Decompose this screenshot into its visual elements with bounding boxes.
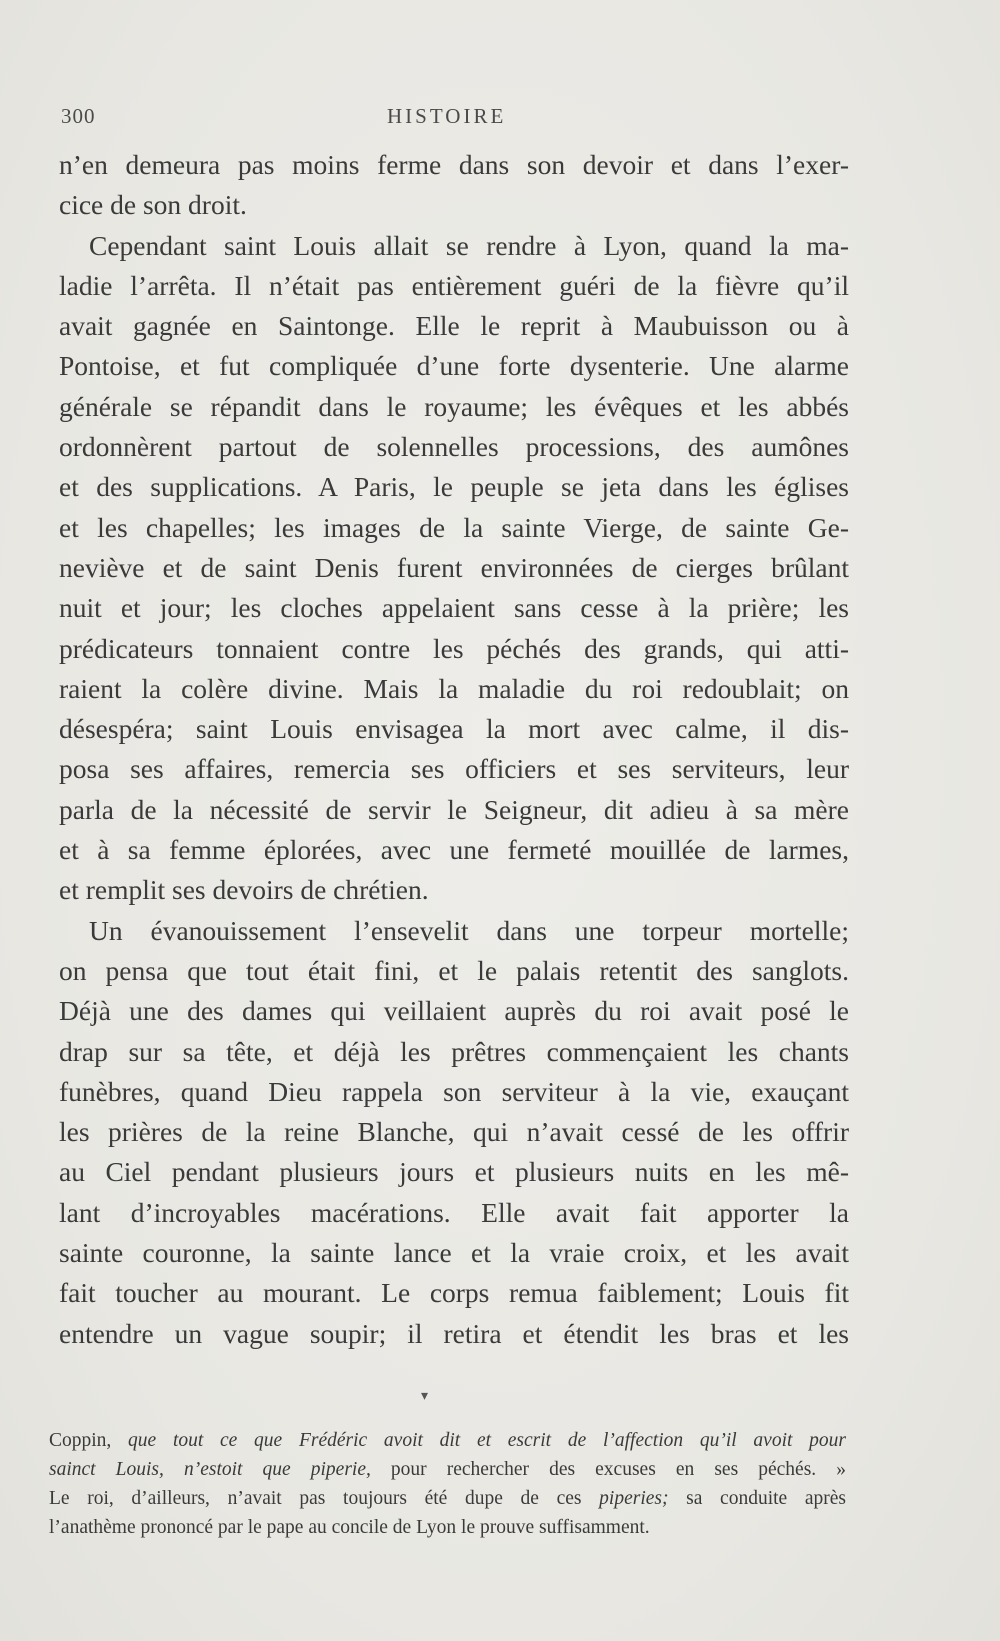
footnote-italic-text: piperies; <box>599 1488 669 1509</box>
text-line: nuit et jour; les cloches appelaient sans cesse à la prière; les <box>59 592 849 624</box>
text-line: et à sa femme éplorées, avec une fermeté mouillée de larmes, <box>59 834 849 866</box>
footnote-line <box>49 1426 846 1455</box>
text-line: drap sur sa tête, et déjà les prêtres commençaient les chants <box>59 1035 849 1067</box>
text-line: Pontoise, et fut compliquée d’une forte dysenterie. Une alarme <box>59 350 849 382</box>
text-line: au Ciel pendant plusieurs jours et plusieurs nuits en les mê- <box>59 1156 849 1188</box>
footnote-italic-text: sainct Louis, n’estoit que piperie, <box>49 1459 371 1480</box>
footnote-italic-text: que tout ce que Frédéric avoit dit et escrit de l’affection qu’il avoit pour <box>128 1430 846 1451</box>
text-line: ordonnèrent partout de solennelles processions, des aumônes <box>59 431 849 463</box>
text-line: lant d’incroyables macérations. Elle avait fait apporter la <box>59 1196 849 1228</box>
footnote-text: pour rechercher des excuses en ses péchés. » <box>370 1459 846 1480</box>
page-number: 300 <box>61 104 96 128</box>
text-line: prédicateurs tonnaient contre les péchés des grands, qui atti- <box>59 632 849 664</box>
text-line: Cependant saint Louis allait se rendre à Lyon, quand la ma- <box>89 229 849 261</box>
text-line: n’en demeura pas moins ferme dans son devoir et dans l’exer- <box>59 149 849 180</box>
running-title: HISTOIRE <box>387 104 507 128</box>
text-line: et remplit ses devoirs de chrétien. <box>59 874 429 906</box>
text-line: parla de la nécessité de servir le Seigneur, dit adieu à sa mère <box>59 793 849 825</box>
text-line: raient la colère divine. Mais la maladie du roi redoublait; on <box>59 672 849 704</box>
footnote <box>49 1426 846 1542</box>
text-line: générale se répandit dans le royaume; les évêques et les abbés <box>59 390 849 422</box>
text-line: avait gagnée en Saintonge. Elle le reprit à Maubuisson ou à <box>59 310 849 342</box>
text-line: fait toucher au mourant. Le corps remua faiblement; Louis fit <box>59 1277 849 1309</box>
footnote-line <box>49 1484 846 1513</box>
text-line: funèbres, quand Dieu rappela son serviteur à la vie, exauçant <box>59 1075 849 1107</box>
text-line: cice de son droit. <box>59 189 247 221</box>
footnote-line: l’anathème prononcé par le pape au concile de Lyon le prouve suffisamment. <box>49 1517 650 1538</box>
text-line: désespéra; saint Louis envisagea la mort avec calme, il dis- <box>59 713 849 745</box>
text-line: sainte couronne, la sainte lance et la vraie croix, et les avait <box>59 1237 849 1269</box>
text-line: les prières de la reine Blanche, qui n’avait cessé de les offrir <box>59 1116 849 1148</box>
text-line: neviève et de saint Denis furent environnées de cierges brûlant <box>59 551 849 583</box>
text-line: et des supplications. A Paris, le peuple se jeta dans les églises <box>59 471 849 503</box>
footnote-text: Le roi, d’ailleurs, n’avait pas toujours été dupe de ces <box>49 1488 600 1509</box>
text-line: et les chapelles; les images de la sainte Vierge, de sainte Ge- <box>59 511 849 543</box>
ornament-mark: ▾ <box>421 1389 429 1404</box>
footnote-text: sa conduite après <box>668 1488 846 1509</box>
main-text <box>59 145 849 1354</box>
page-header <box>61 104 851 134</box>
text-line: ladie l’arrêta. Il n’était pas entièrement guéri de la fièvre qu’il <box>59 269 849 301</box>
text-line: posa ses affaires, remercia ses officiers et ses serviteurs, leur <box>59 753 849 785</box>
footnote-text: Coppin, <box>49 1430 129 1451</box>
text-line: Déjà une des dames qui veillaient auprès du roi avait posé le <box>59 995 849 1027</box>
footnote-line <box>49 1455 846 1484</box>
text-line: Un évanouissement l’ensevelit dans une torpeur mortelle; <box>89 914 849 946</box>
text-line: entendre un vague soupir; il retira et étendit les bras et les <box>59 1317 849 1349</box>
text-line: on pensa que tout était fini, et le palais retentit des sanglots. <box>59 954 849 986</box>
